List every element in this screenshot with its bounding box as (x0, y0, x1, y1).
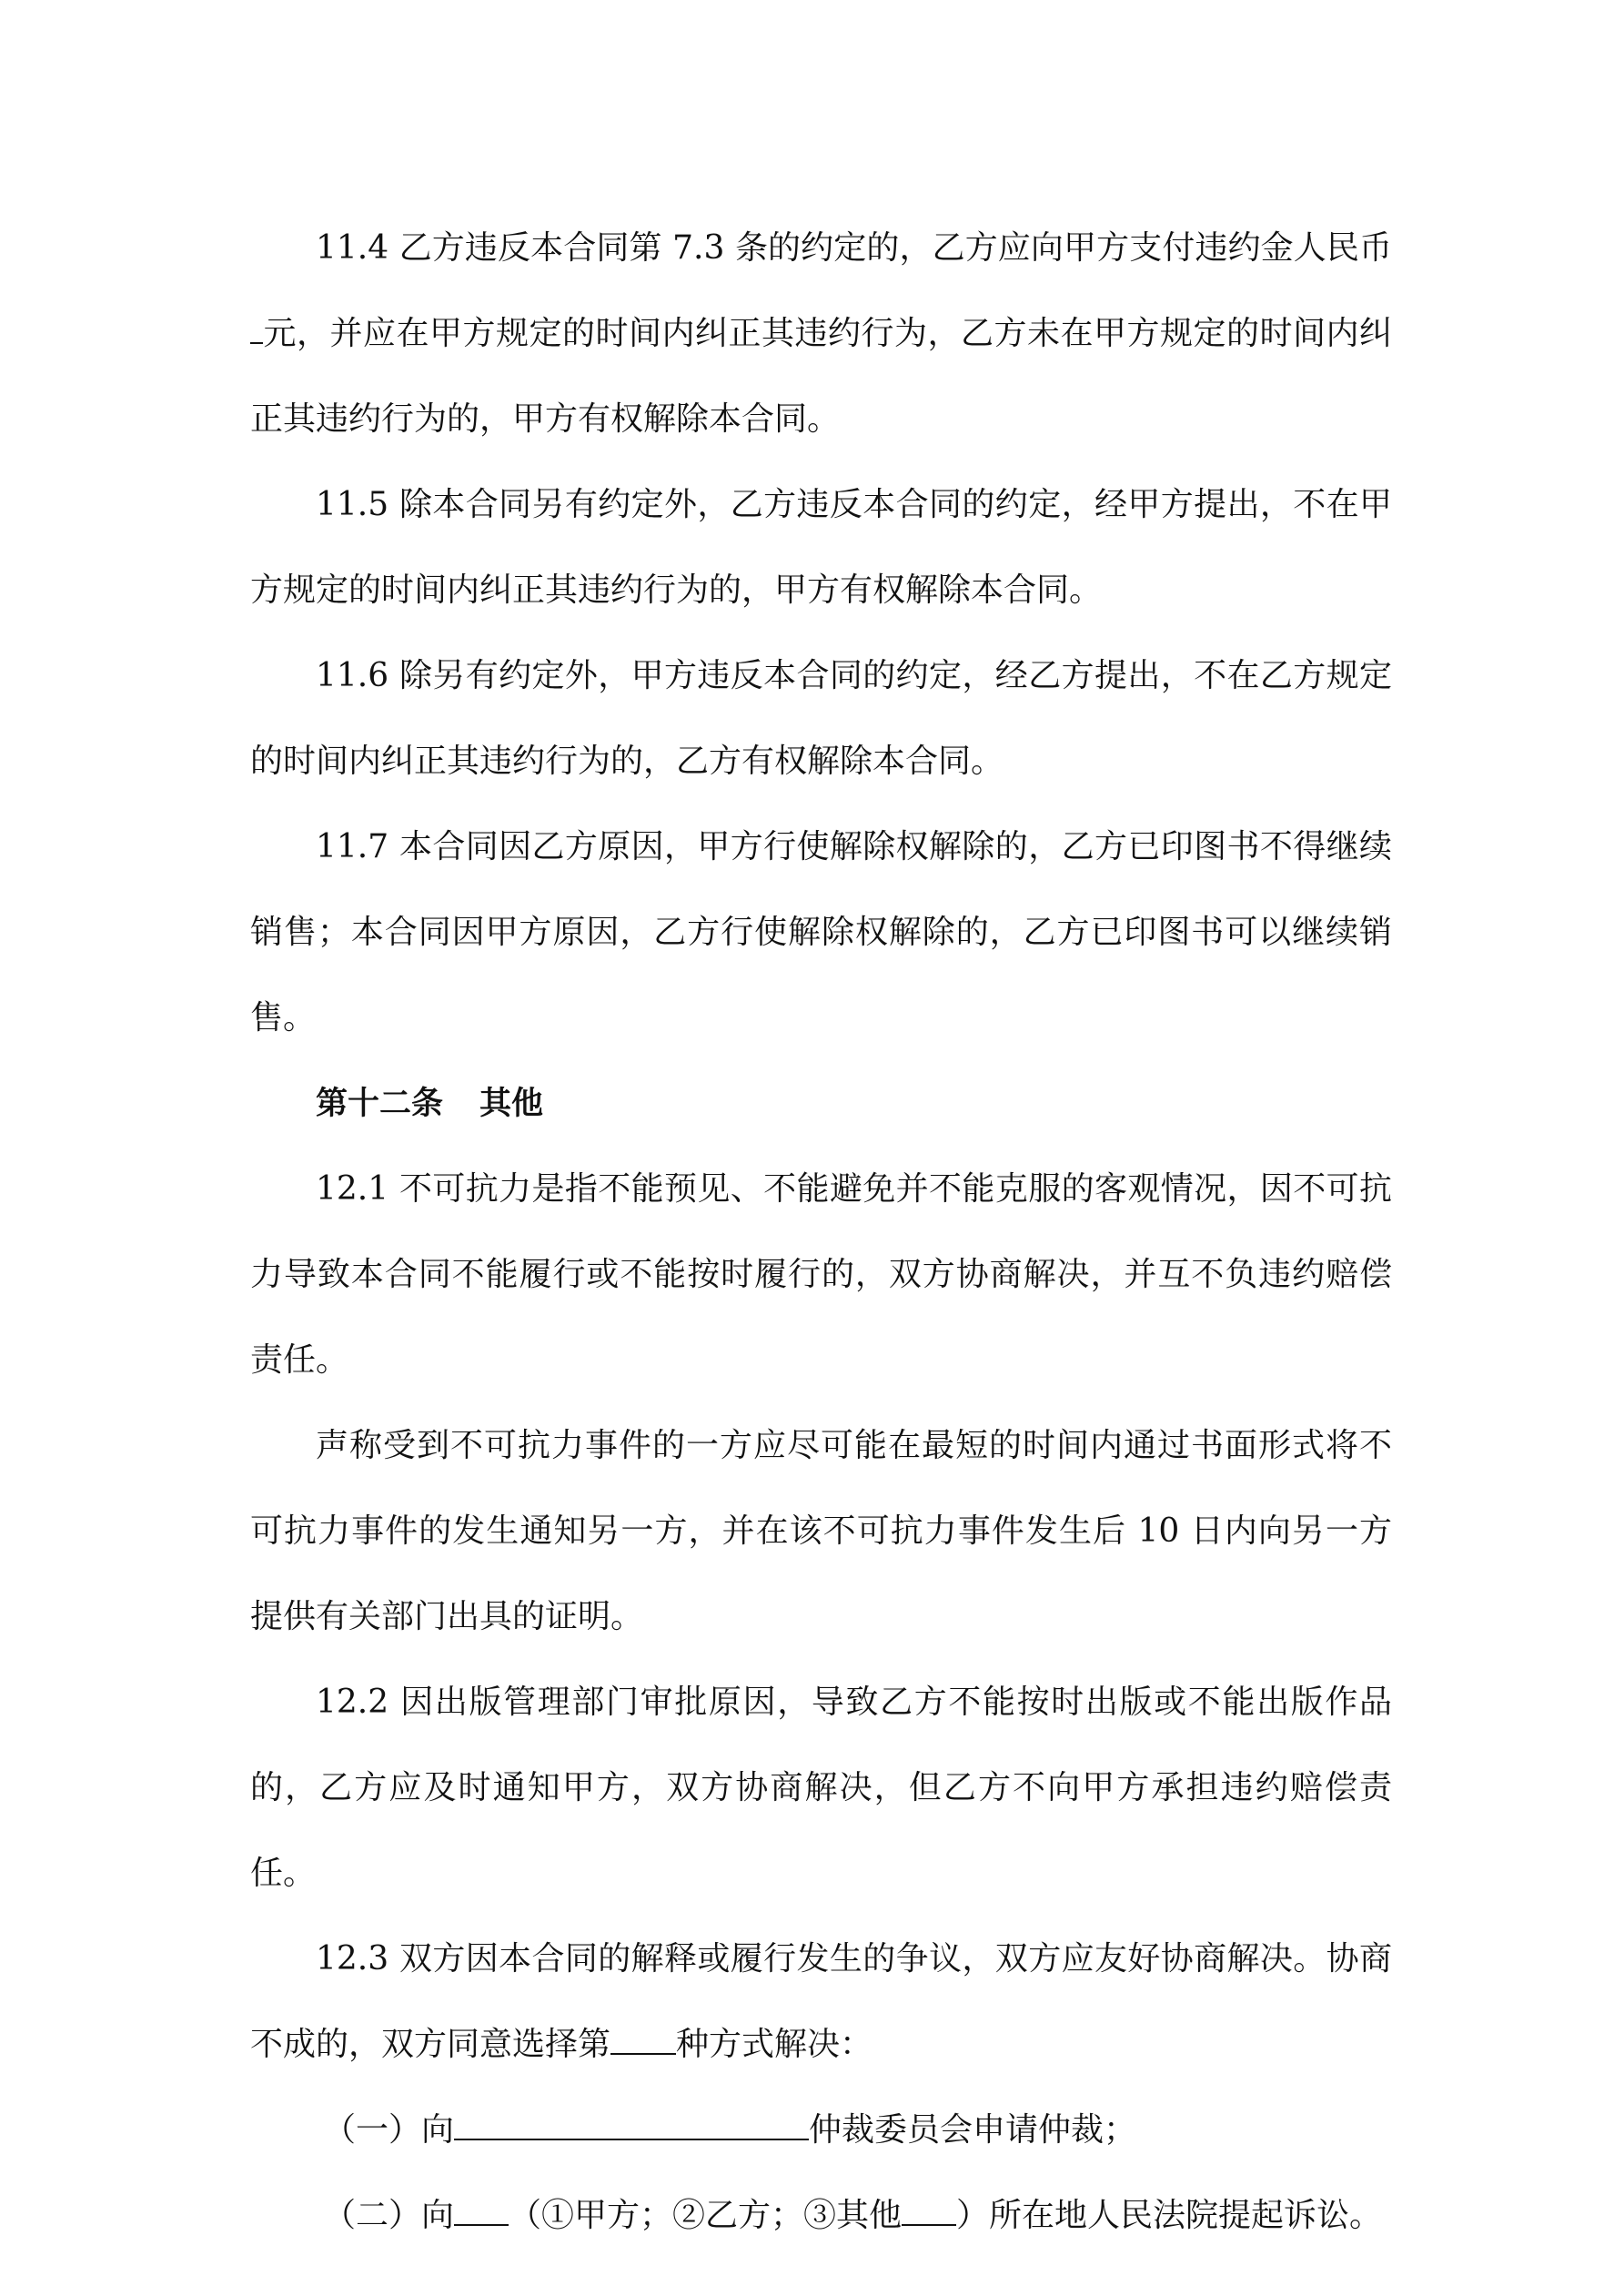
clause-12-1-paragraph-2: 声称受到不可抗力事件的一方应尽可能在最短的时间内通过书面形式将不可抗力事件的发生通知另一方，并在该不可抗力事件发生后 10 日内向另一方提供有关部门出具的证明。 (250, 1427, 1392, 1635)
clause-12-3 (250, 1917, 1392, 2088)
option-middle: （①甲方；②乙方；③其他 (509, 2197, 903, 2234)
option-arbitration (250, 2088, 1392, 2173)
clause-text: 本合同因乙方原因，甲方行使解除权解除的，乙方已印图书不得继续销售；本合同因甲方原因，乙方行使解除权解除的，乙方已印图书可以继续销售。 (250, 828, 1392, 1037)
clause-11-6 (250, 633, 1392, 804)
clause-11-7 (250, 804, 1392, 1061)
contract-body (250, 206, 1392, 2259)
clause-text: 除另有约定外，甲方违反本合同的约定，经乙方提出，不在乙方规定的时间内纠正其违约行为的，乙方有权解除本合同。 (250, 657, 1392, 780)
option-litigation (250, 2173, 1392, 2259)
clause-text: 因出版管理部门审批原因，导致乙方不能按时出版或不能出版作品的，乙方应及时通知甲方，双方协商解决，但乙方不向甲方承担违约赔偿责任。 (250, 1684, 1392, 1892)
clause-number: 12.2 (316, 1684, 389, 1721)
section-number-label: 第十二条 (316, 1086, 444, 1122)
clause-text: 双方因本合同的解释或履行发生的争议，双方应友好协商解决。协商不成的，双方同意选择第 (250, 1940, 1392, 2063)
other-location-blank[interactable] (902, 2197, 956, 2226)
penalty-amount-blank[interactable] (250, 315, 263, 344)
clause-text: 除本合同另有约定外，乙方违反本合同的约定，经甲方提出，不在甲方规定的时间内纠正其违约行为的，甲方有权解除本合同。 (250, 486, 1392, 609)
clause-text-continued: 种方式解决： (676, 2026, 873, 2063)
section-12-heading (250, 1061, 1392, 1147)
clause-number: 11.7 (316, 828, 389, 865)
clause-number: 11.4 (316, 229, 389, 267)
method-choice-blank[interactable] (610, 2026, 676, 2055)
clause-number: 11.6 (316, 657, 389, 694)
clause-12-2 (250, 1660, 1392, 1917)
option-prefix: （二）向 (323, 2197, 455, 2234)
court-party-blank[interactable] (454, 2197, 509, 2226)
clause-text-continued: 元，并应在甲方规定的时间内纠正其违约行为，乙方未在甲方规定的时间内纠正其违约行为的，甲方有权解除本合同。 (250, 315, 1392, 438)
section-title: 其他 (479, 1086, 544, 1122)
clause-text: 乙方违反本合同第 7.3 条的约定的，乙方应向甲方支付违约金人民币 (398, 229, 1392, 267)
option-suffix: 仲裁委员会申请仲裁； (809, 2111, 1137, 2149)
clause-number: 11.5 (316, 486, 389, 523)
option-suffix: ）所在地人民法院提起诉讼。 (956, 2197, 1383, 2234)
clause-text: 不可抗力是指不能预见、不能避免并不能克服的客观情况，因不可抗力导致本合同不能履行或不能按时履行的，双方协商解决，并互不负违约赔偿责任。 (250, 1170, 1392, 1379)
clause-number: 12.3 (316, 1940, 389, 1977)
clause-12-1 (250, 1147, 1392, 1403)
option-prefix: （一）向 (323, 2111, 455, 2149)
arbitration-commission-blank[interactable] (454, 2111, 809, 2140)
clause-number: 12.1 (316, 1170, 389, 1208)
clause-11-4 (250, 206, 1392, 462)
clause-11-5 (250, 462, 1392, 633)
